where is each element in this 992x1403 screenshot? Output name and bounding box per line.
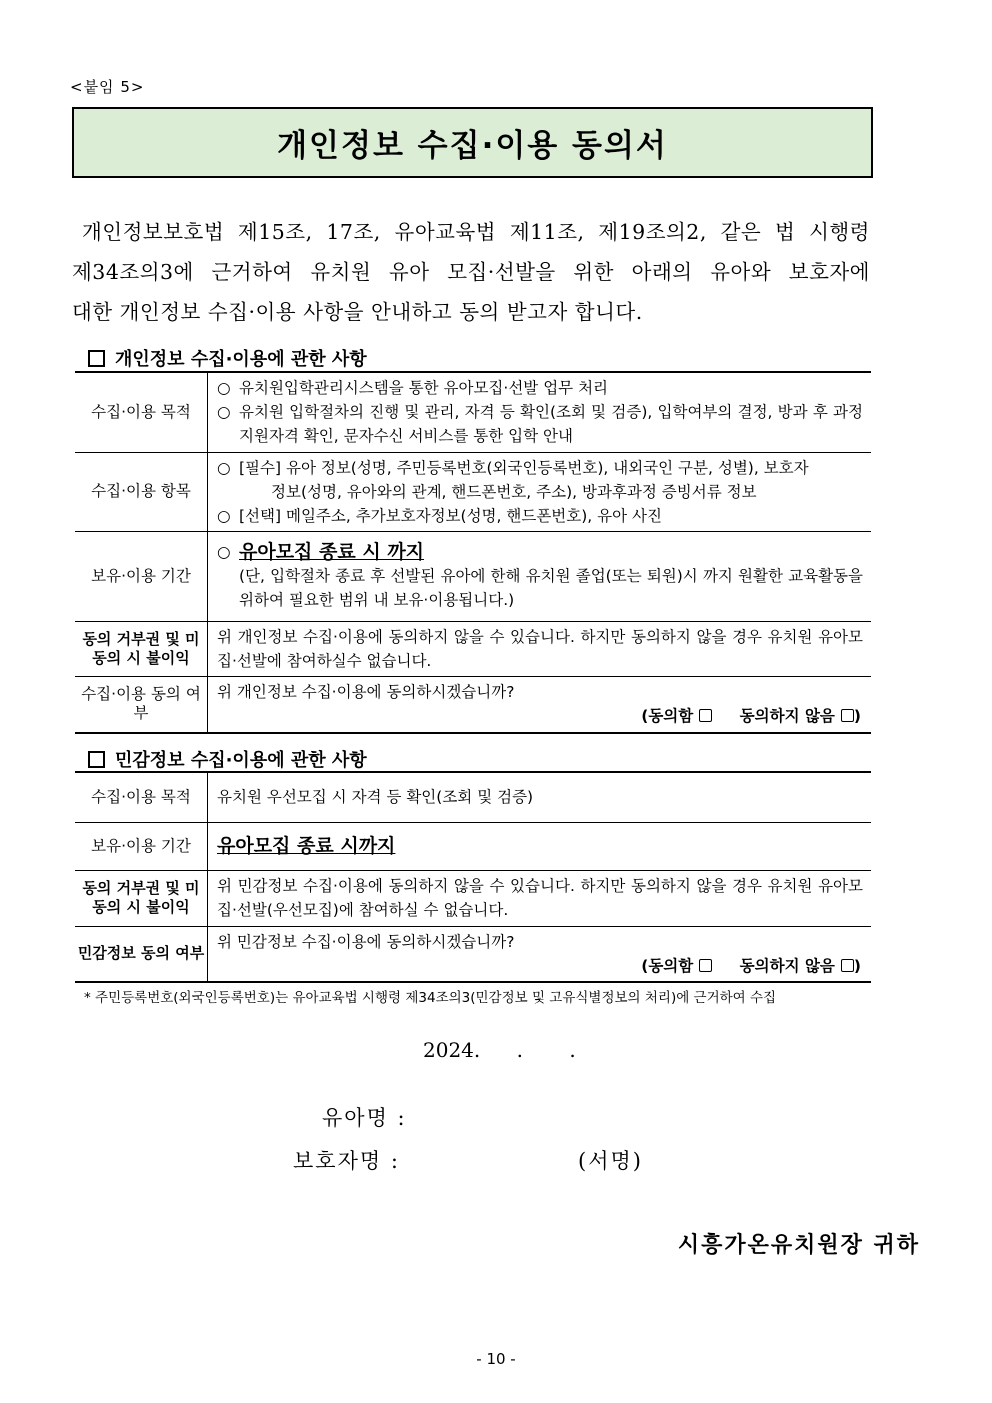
recipient: 시흥가온유치원장 귀하 (677, 1232, 920, 1258)
consent-question: 위 개인정보 수집·이용에 동의하시겠습니까? (217, 683, 515, 702)
table-row (75, 372, 871, 452)
consent-question: 위 민감정보 수집·이용에 동의하시겠습니까? (217, 932, 515, 951)
section2-heading (88, 746, 367, 772)
intro-line-2: 제34조의3에 근거하여 유치원 유아 모집·선발을 위한 아래의 유아와 보호자에 (72, 260, 870, 284)
section2-table (75, 771, 871, 983)
circle-bullet-icon: ○ (217, 506, 231, 525)
intro-line-3: 대한 개인정보 수집·이용 사항을 안내하고 동의 받고자 합니다. (72, 300, 643, 324)
close-paren: ) (853, 956, 861, 975)
circle-bullet-icon: ○ (217, 458, 231, 477)
refusal-label: 동의 거부권 및 미동의 시 불이익 (75, 870, 208, 926)
agree-label: (동의함 (641, 956, 694, 975)
purpose-label: 수집·이용 목적 (75, 772, 208, 822)
list-item (217, 400, 863, 448)
table-row (75, 926, 871, 982)
list-item (217, 376, 863, 400)
items-required-1: [필수] 유아 정보(성명, 주민등록번호(외국인등록번호), 내외국인 구분, 성별), 보호자 (239, 458, 809, 477)
square-icon (88, 350, 105, 367)
footnote: * 주민등록번호(외국인등록번호)는 유아교육법 시행령 제34조의3(민감정보 및 고유식별정보의 처리)에 근거하여 수집 (84, 990, 777, 1006)
guardian-name-label: 보호자명 : (293, 1149, 400, 1173)
purpose-label: 수집·이용 목적 (75, 372, 208, 452)
attachment-label: <붙임 5> (70, 78, 145, 96)
date-year: 2024. (423, 1038, 481, 1062)
refusal-text: 위 민감정보 수집·이용에 동의하지 않을 수 있습니다. 하지만 동의하지 않을 경우 유치원 유아모집·선발(우선모집)에 참여하실 수 없습니다. (208, 870, 872, 926)
circle-bullet-icon: ○ (217, 379, 231, 398)
circle-bullet-icon: ○ (217, 543, 231, 561)
consent-label: 수집·이용 동의 여부 (75, 676, 208, 733)
table-row (75, 621, 871, 676)
date-day-dot: . (569, 1038, 576, 1062)
intro-line-1: 개인정보보호법 제15조, 17조, 유아교육법 제11조, 제19조의2, 같은 법 시행령 (82, 220, 870, 244)
items-required-2: 정보(성명, 유아와의 관계, 핸드폰번호, 주소), 방과후과정 증빙서류 정보 (271, 482, 757, 501)
agree-checkbox[interactable] (699, 959, 712, 972)
page-number: - 10 - (476, 1350, 516, 1368)
disagree-checkbox[interactable] (841, 709, 854, 722)
purpose-cell (208, 372, 872, 452)
purpose-item-1: 유치원입학관리시스템을 통한 유아모집·선발 업무 처리 (239, 379, 609, 398)
table-row (75, 772, 871, 822)
table-row (75, 870, 871, 926)
child-name-label: 유아명 : (322, 1106, 407, 1130)
retention-cell (208, 531, 872, 621)
title-box (72, 107, 873, 178)
retention-note: (단, 입학절차 종료 후 선발된 유아에 한해 유치원 졸업(또는 퇴원)시 까지 원활한 교육활동을 위하여 필요한 범위 내 보유·이용됩니다.) (239, 567, 863, 609)
consent-options (217, 704, 863, 728)
items-cell (208, 452, 872, 531)
disagree-label: 동의하지 않음 (739, 707, 835, 726)
disagree-checkbox[interactable] (841, 959, 854, 972)
purpose-item-2: 유치원 입학절차의 진행 및 관리, 자격 등 확인(조회 및 검증), 입학여부의 결정, 방과 후 과정 지원자격 확인, 문자수신 서비스를 통한 입학 안내 (239, 403, 863, 446)
retention-label: 보유·이용 기간 (75, 822, 208, 870)
date-line (423, 1038, 576, 1062)
list-item (217, 504, 863, 528)
agree-checkbox[interactable] (699, 709, 712, 722)
disagree-label: 동의하지 않음 (739, 956, 835, 975)
consent-cell (208, 926, 872, 982)
refusal-label: 동의 거부권 및 미동의 시 불이익 (75, 621, 208, 676)
section2-heading-text: 민감정보 수집·이용에 관한 사항 (115, 750, 367, 771)
table-row (75, 676, 871, 733)
date-month-dot: . (516, 1038, 523, 1062)
consent-label: 민감정보 동의 여부 (75, 926, 208, 982)
purpose-text: 유치원 우선모집 시 자격 등 확인(조회 및 검증) (208, 772, 872, 822)
circle-bullet-icon: ○ (217, 403, 231, 422)
retention-label: 보유·이용 기간 (75, 531, 208, 621)
consent-cell (208, 676, 872, 733)
table-row (75, 531, 871, 621)
list-item (217, 456, 863, 480)
close-paren: ) (853, 707, 861, 726)
items-label: 수집·이용 항목 (75, 452, 208, 531)
table-row (75, 822, 871, 870)
retention-main: 유아모집 종료 시까지 (217, 834, 396, 857)
table-row (75, 452, 871, 531)
agree-label: (동의함 (641, 707, 694, 726)
signature-label: (서명) (578, 1149, 643, 1173)
consent-options (217, 954, 863, 978)
items-optional: [선택] 메일주소, 추가보호자정보(성명, 핸드폰번호), 유아 사진 (239, 506, 662, 525)
refusal-text: 위 개인정보 수집·이용에 동의하지 않을 수 있습니다. 하지만 동의하지 않을 경우 유치원 유아모집·선발에 참여하실수 없습니다. (208, 621, 872, 676)
retention-main: 유아모집 종료 시 까지 (239, 541, 425, 563)
intro-paragraph (72, 212, 870, 332)
section1-heading-text: 개인정보 수집·이용에 관한 사항 (115, 349, 367, 370)
retention-cell (208, 822, 872, 870)
section1-table (75, 371, 871, 734)
document-title: 개인정보 수집·이용 동의서 (277, 128, 668, 164)
square-icon (88, 751, 105, 768)
list-item (217, 540, 863, 564)
section1-heading (88, 345, 367, 371)
